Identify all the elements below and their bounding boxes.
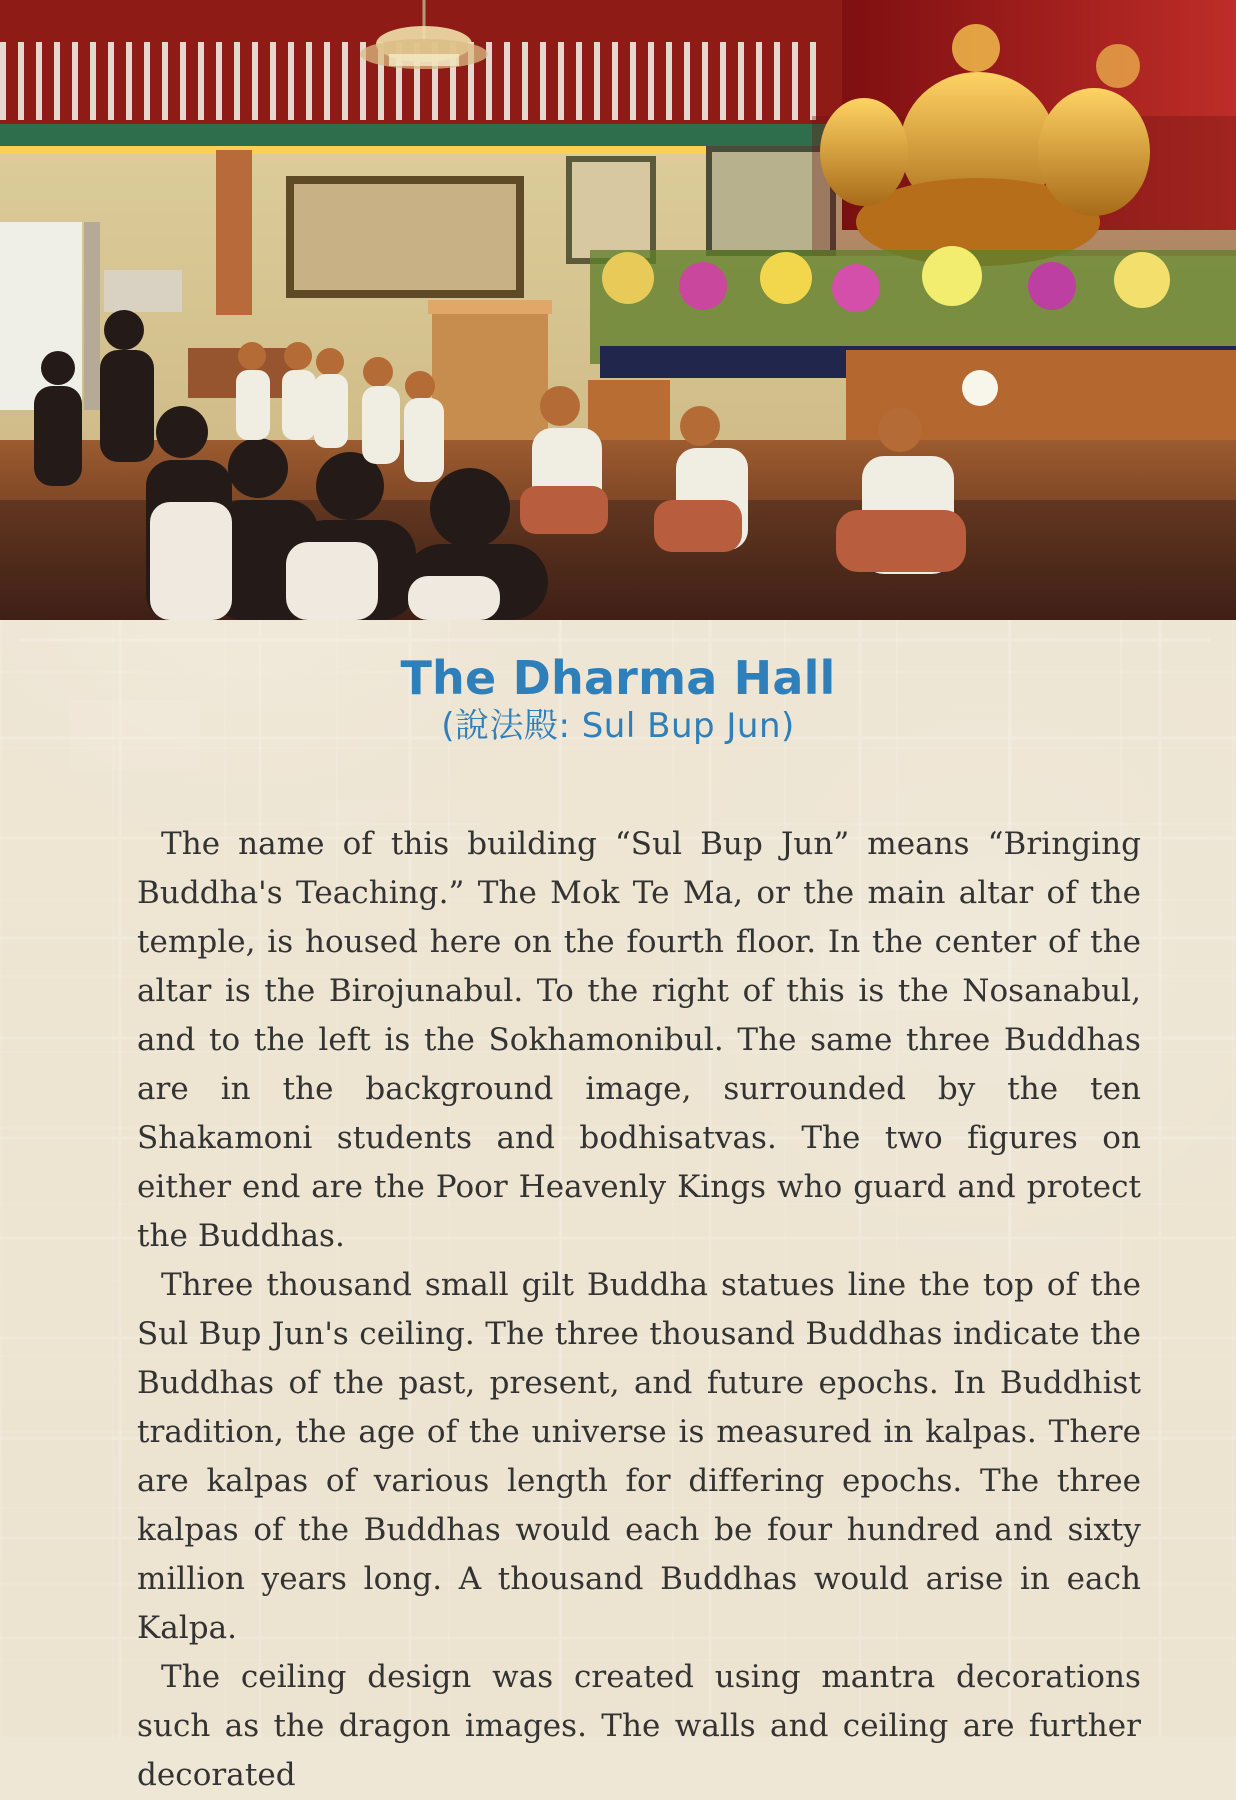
paragraph-3: The ceiling design was created using mantra decorations such as the dragon images. The walls and ceiling are further decorated [137,1659,1141,1793]
page-subtitle: (說法殿: Sul Bup Jun) [441,705,795,746]
page-title: The Dharma Hall [400,651,836,705]
body-text [137,820,1141,1800]
paragraph-1: The name of this building “Sul Bup Jun” means “Bringing Buddha's Teaching.” The Mok Te Ma, or the main altar of the temple, is housed here on the fourth floor. In the center of the altar is the Birojunabul. To the right of this is the Nosanabul, and to the left is the Sokhamonibul. The same three Buddhas are in the background image, surrounded by the ten Shakamoni students and bodhisatvas. The two figures on either end are the Poor Heavenly Kings who guard and protect the Buddhas. [137,826,1141,1254]
paragraph-2: Three thousand small gilt Buddha statues line the top of the Sul Bup Jun's ceiling. The three thousand Buddhas indicate the Buddhas of the past, present, and future epochs. In Buddhist tradition, the age of the universe is measured in kalpas. There are kalpas of various length for differing epochs. The three kalpas of the Buddhas would each be four hundred and sixty million years long. A thousand Buddhas would arise in each Kalpa. [137,1267,1141,1646]
section-heading [0,651,1236,746]
temple-photo-illustration [0,0,1236,620]
temple-photo [0,0,1236,620]
